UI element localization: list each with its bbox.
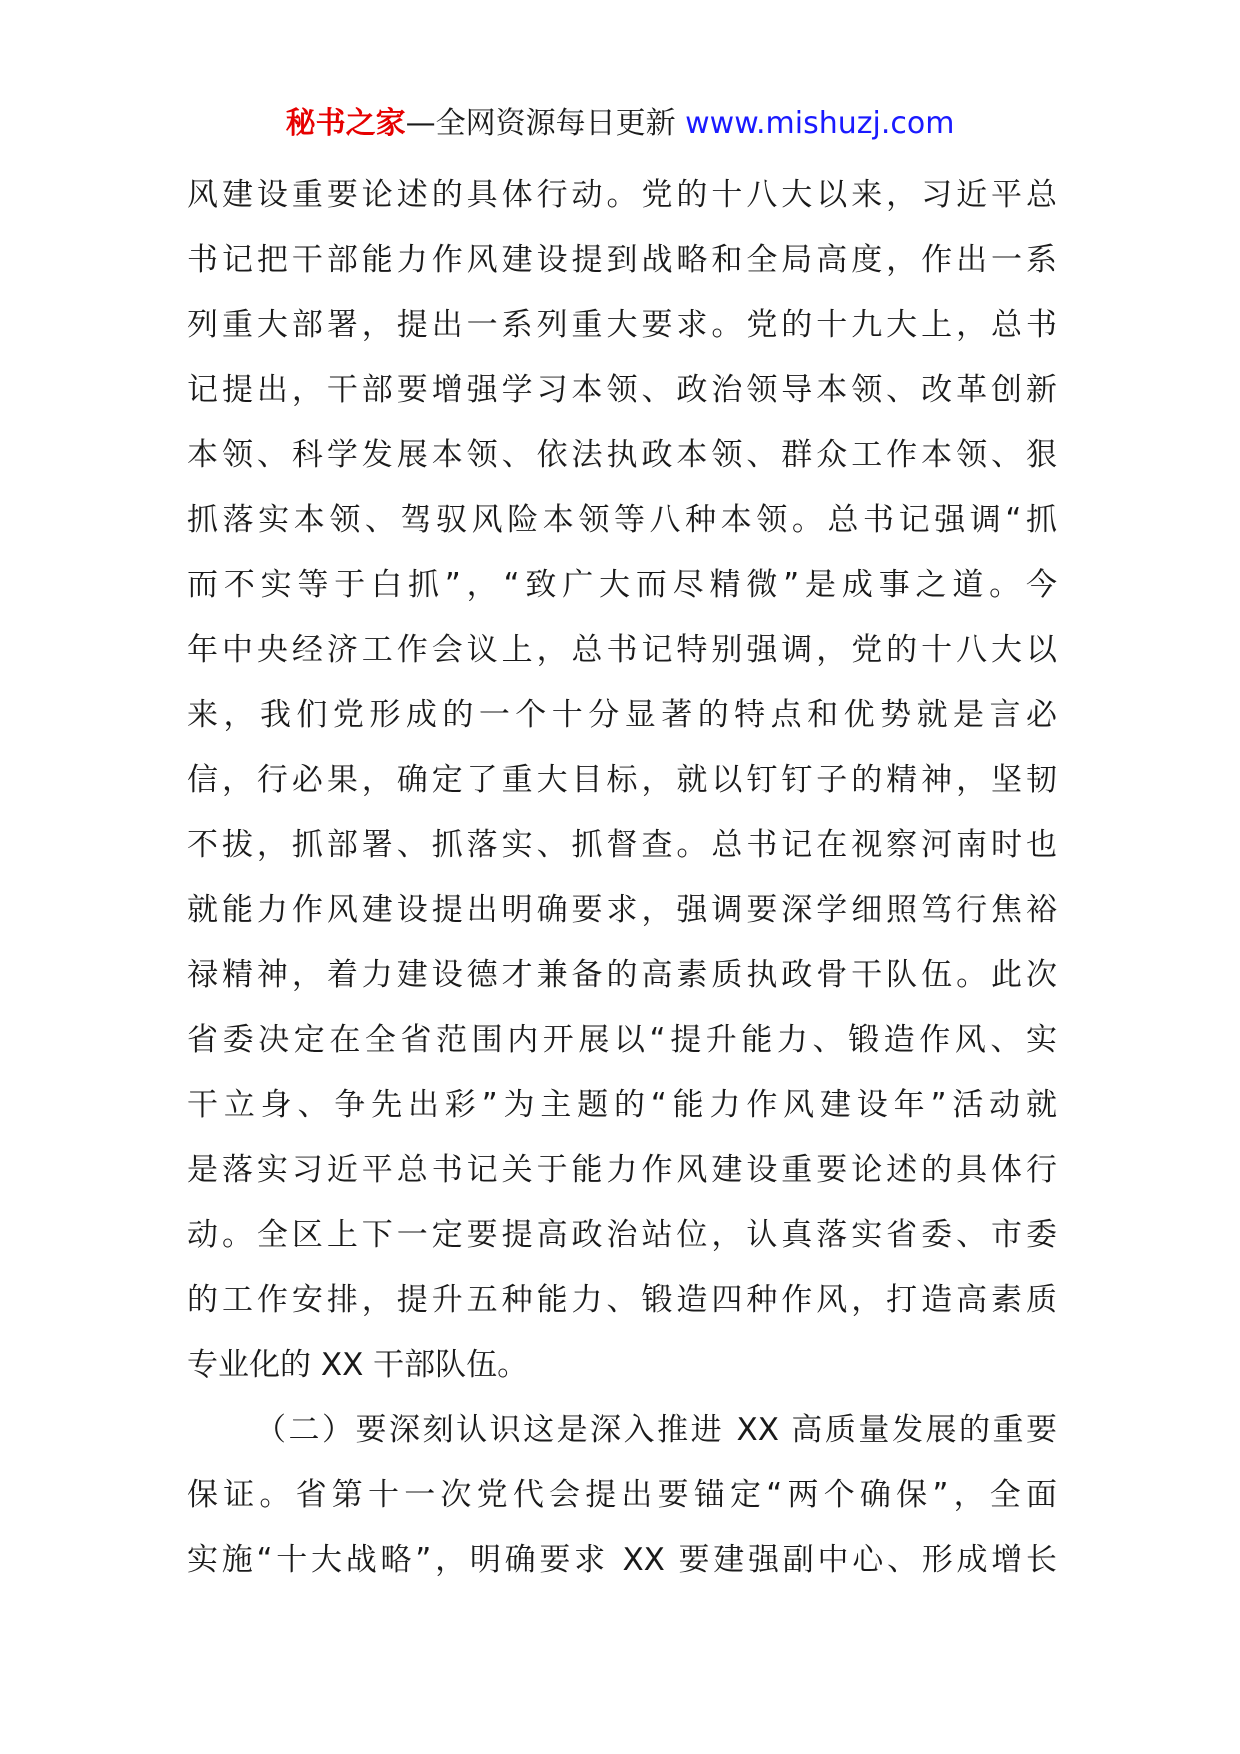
section-heading-line: （二）要深刻认识这是深入推进 XX 高质量发展的重要 <box>255 1412 1057 1448</box>
text-line: 而不实等于白抓”，“致广大而尽精微”是成事之道。今 <box>187 567 1057 603</box>
text-line: 来，我们党形成的一个十分显著的特点和优势就是言必 <box>187 697 1057 733</box>
text-line: 记提出，干部要增强学习本领、政治领导本领、改革创新 <box>187 372 1057 408</box>
header-tagline: —全网资源每日更新 <box>405 106 686 141</box>
text-line: 本领、科学发展本领、依法执政本领、群众工作本领、狠 <box>187 437 1057 473</box>
text-line: 专业化的 XX 干部队伍。 <box>187 1347 529 1383</box>
brand-name: 秘书之家 <box>285 106 406 141</box>
text-line: 省委决定在全省范围内开展以“提升能力、锻造作风、实 <box>187 1022 1057 1058</box>
site-url-link[interactable]: www.mishuzj.com <box>685 106 955 141</box>
text-line: 干立身、争先出彩”为主题的“能力作风建设年”活动就 <box>187 1087 1057 1123</box>
site-header <box>0 100 1240 148</box>
text-line: 信，行必果，确定了重大目标，就以钉钉子的精神，坚韧 <box>187 762 1057 798</box>
text-line: 抓落实本领、驾驭风险本领等八种本领。总书记强调“抓 <box>187 502 1057 538</box>
text-line: 列重大部署，提出一系列重大要求。党的十九大上，总书 <box>187 307 1057 343</box>
text-line: 实施“十大战略”，明确要求 XX 要建强副中心、形成增长 <box>187 1542 1057 1578</box>
text-line: 的工作安排，提升五种能力、锻造四种作风，打造高素质 <box>187 1282 1057 1318</box>
text-line: 书记把干部能力作风建设提到战略和全局高度，作出一系 <box>187 242 1057 278</box>
text-line: 不拔，抓部署、抓落实、抓督查。总书记在视察河南时也 <box>187 827 1057 863</box>
document-body <box>187 163 1057 1593</box>
text-line: 就能力作风建设提出明确要求，强调要深学细照笃行焦裕 <box>187 892 1057 928</box>
text-line: 动。全区上下一定要提高政治站位，认真落实省委、市委 <box>187 1217 1057 1253</box>
text-line: 禄精神，着力建设德才兼备的高素质执政骨干队伍。此次 <box>187 957 1057 993</box>
text-line: 风建设重要论述的具体行动。党的十八大以来，习近平总 <box>187 177 1057 213</box>
text-line: 是落实习近平总书记关于能力作风建设重要论述的具体行 <box>187 1152 1057 1188</box>
text-line: 年中央经济工作会议上，总书记特别强调，党的十八大以 <box>187 632 1057 668</box>
text-line: 保证。省第十一次党代会提出要锚定“两个确保”，全面 <box>187 1477 1057 1513</box>
